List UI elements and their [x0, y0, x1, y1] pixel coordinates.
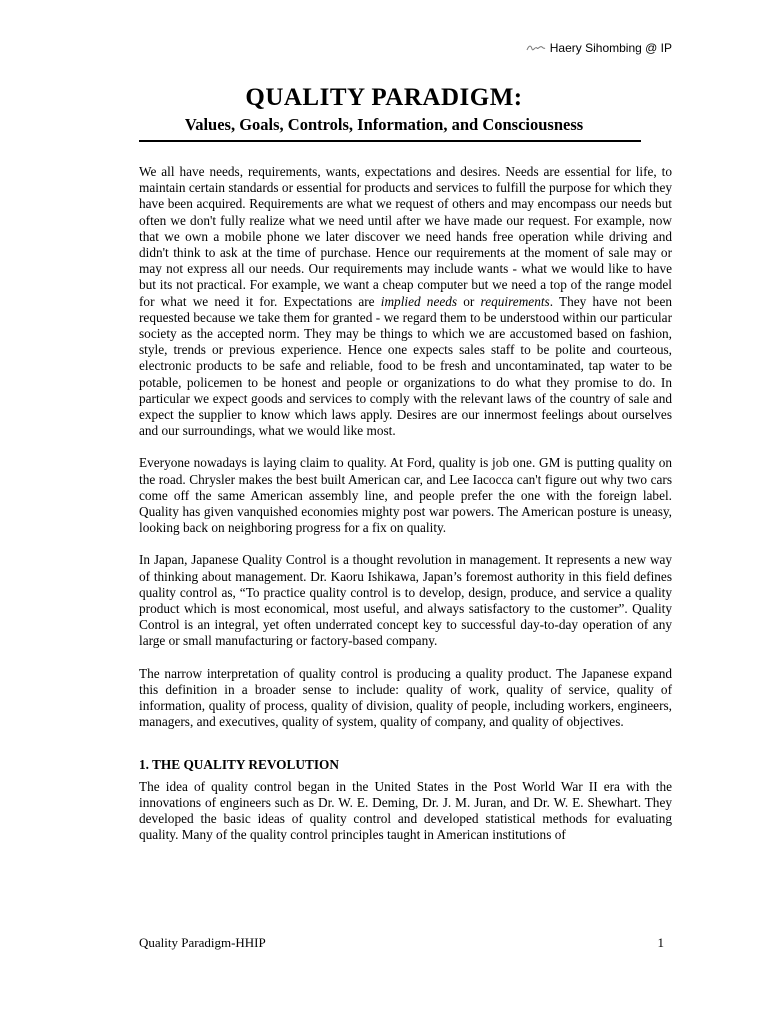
header-author: Haery Sihombing @ IP [549, 41, 672, 55]
signature-icon [526, 43, 546, 53]
document-subtitle: Values, Goals, Controls, Information, and Consciousness [184, 115, 584, 134]
paragraph-text: . They have not been requested because we take them for granted - we regard them to be understood within our particular society as the accepted norm. They may be things to which we are accustomed based on fashion, style, trends or previous experience. Hence one expects sales staff to be polite and courteous, electronic products to be safe and reliable, food to be fresh and uncontaminated, tap water to be potable, policemen to be honest and people or organizations to do what they promise to do. In particular we expect goods and services to comply with the relevant laws of the country of sale and expect the supplier to know which laws apply. Desires are our innermost feelings about ourselves and our surroundings, what we would like most. [139, 293, 673, 439]
title-divider [139, 140, 641, 142]
document-title: QUALITY PARADIGM: [245, 84, 523, 111]
paragraph-text: or [457, 293, 481, 309]
paragraph-narrow-interpretation: The narrow interpretation of quality control is producing a quality product. The Japanese expand this definition in a broader sense to include: quality of work, quality of service, quality of information, quality of process, quality of division, quality of people, including workers, engineers, managers, and executives, quality of system, quality of company, and quality of objectives. [139, 665, 672, 730]
paragraph-quality-revolution: The idea of quality control began in the United States in the Post World War II era with the innovations of engineers such as Dr. W. E. Deming, Dr. J. M. Juran, and Dr. W. E. Shewhart. They developed the basic ideas of quality control and developed statistical methods for evaluating quality. Many of the quality control principles taught in American institutions of [139, 778, 672, 843]
page-footer [139, 935, 664, 951]
emphasis-implied-needs: implied needs [380, 293, 458, 309]
page-number: 1 [657, 935, 664, 950]
paragraph-needs [139, 164, 672, 439]
paragraph-quality-claims: Everyone nowadays is laying claim to quality. At Ford, quality is job one. GM is putting quality on the road. Chrysler makes the best built American car, and Lee Iacocca can't figure out why two cars come off the same American assembly line, and people prefer the one with the foreign label. Quality has given vanquished economies mighty post war powers. The American posture is uneasy, looking back on neighboring progress for a fix on quality. [139, 455, 672, 536]
paragraph-text: We all have needs, requirements, wants, expectations and desires. Needs are essential for life, to maintain certain standards or essential for products and services to fulfill the purpose for which they have been acquired. Requirements are what we request of others and may encompass our needs but often we don't fully realize what we need until after we have made our request. For example, now that we own a mobile phone we later discover we need hands free operation while driving and didn't think to ask at the time of purchase. Hence our requirements at the moment of sale may or may not express all our needs. Our requirements may include wants - what we would like to have but its not practical. For example, we want a cheap computer but we need a top of the range model for what we need it for. Expectations are [139, 164, 672, 309]
document-body [139, 164, 672, 860]
section-heading: 1. THE QUALITY REVOLUTION [139, 756, 339, 772]
footer-label: Quality Paradigm-HHIP [139, 935, 266, 950]
paragraph-japan: In Japan, Japanese Quality Control is a thought revolution in management. It represents a new way of thinking about management. Dr. Kaoru Ishikawa, Japan’s foremost authority in this field defines quality control as, “To practice quality control is to develop, design, produce, and service a quality product which is most economical, most useful, and always satisfactory to the customer”. Quality Control is an integral, yet often underrated concept key to successful day-to-day operation of any large or small manufacturing or factory-based company. [139, 552, 672, 649]
running-header [526, 41, 672, 55]
emphasis-requirements: requirements [480, 293, 550, 309]
